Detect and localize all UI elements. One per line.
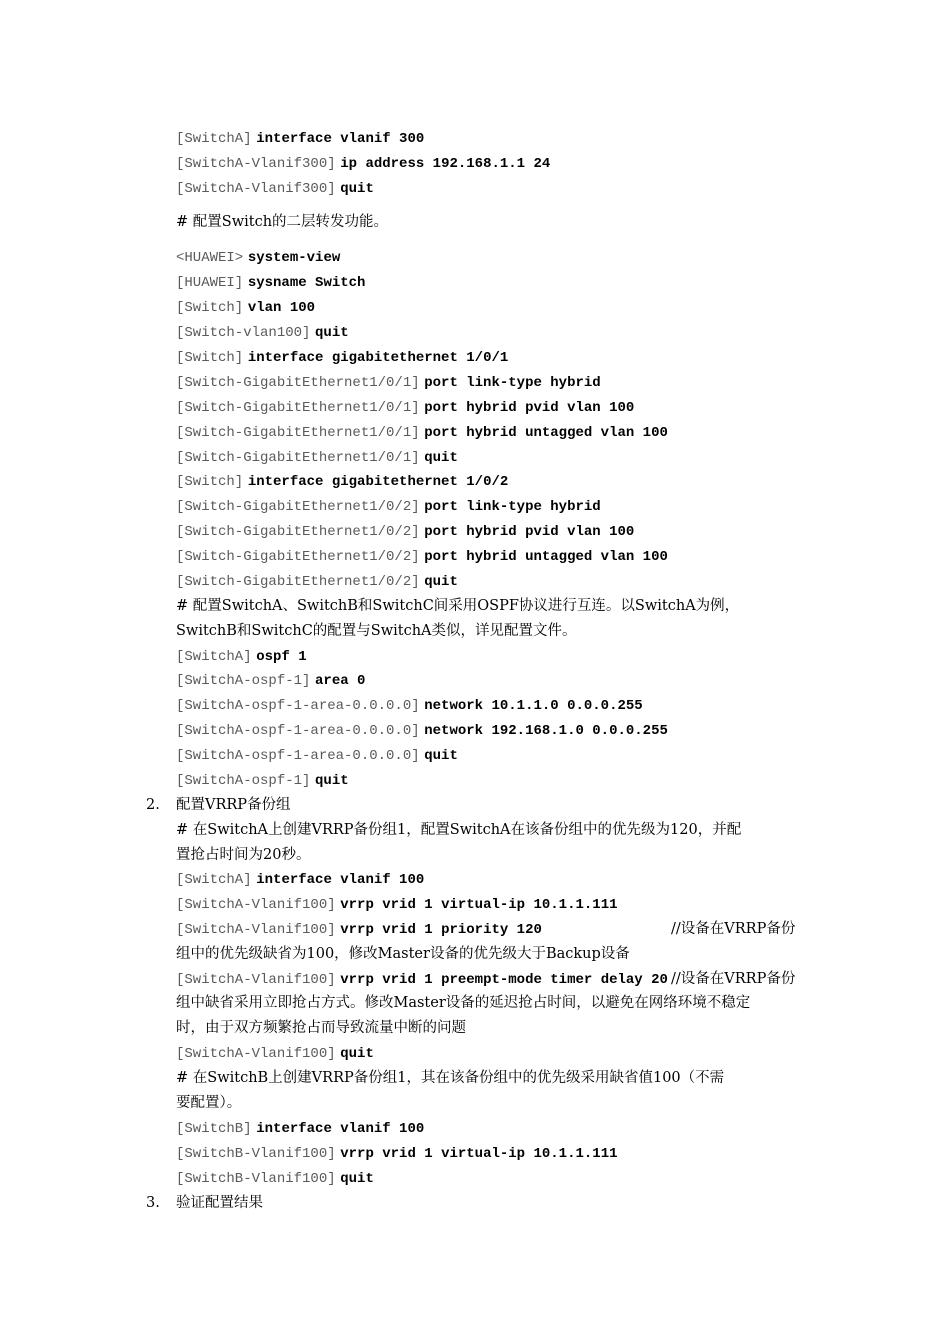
command-line (176, 247, 340, 268)
cli-prompt: [Switch-GigabitEthernet1/0/2] (176, 549, 420, 565)
cli-command: sysname Switch (247, 275, 366, 291)
comment-note: # 在SwitchA上创建VRRP备份组1，配置SwitchA在该备份组中的优先级为120，并配 (176, 822, 742, 838)
step-number: 3. (146, 1195, 160, 1211)
cli-prompt: [SwitchA-ospf-1-area-0.0.0.0] (176, 748, 420, 764)
cli-prompt: [Switch-GigabitEthernet1/0/1] (176, 425, 420, 441)
cli-prompt: [Switch] (176, 474, 244, 490)
inline-comment: //设备在VRRP备份 (671, 921, 796, 937)
cli-prompt: [SwitchA-Vlanif300] (176, 156, 336, 172)
command-line (176, 894, 618, 915)
cli-command: interface gigabitethernet 1/0/2 (247, 474, 509, 490)
cli-prompt: [SwitchA] (176, 131, 252, 147)
comment-note: 置抢占时间为20秒。 (176, 847, 311, 863)
cli-prompt: [SwitchA-ospf-1-area-0.0.0.0] (176, 698, 420, 714)
cli-prompt: [Switch] (176, 350, 244, 366)
command-line (176, 128, 424, 149)
cli-command: interface vlanif 300 (256, 131, 425, 147)
command-line (176, 969, 668, 990)
cli-prompt: [SwitchA-Vlanif300] (176, 181, 336, 197)
cli-command: quit (315, 325, 349, 341)
cli-command: vrrp vrid 1 priority 120 (340, 922, 542, 938)
cli-prompt: [HUAWEI] (176, 275, 244, 291)
cli-command: quit (424, 574, 458, 590)
command-line (176, 297, 315, 318)
comment-continuation: 组中缺省采用立即抢占方式。修改Master设备的延迟抢占时间，以避免在网络环境不稳定 (176, 995, 751, 1011)
cli-command: port link-type hybrid (424, 375, 601, 391)
cli-prompt: [Switch-vlan100] (176, 325, 311, 341)
cli-command: area 0 (315, 673, 366, 689)
command-line (176, 1168, 374, 1189)
cli-command: vrrp vrid 1 virtual-ip 10.1.1.111 (340, 1146, 618, 1162)
cli-command: vlan 100 (247, 300, 316, 316)
inline-comment: //设备在VRRP备份 (671, 971, 796, 987)
cli-prompt: [SwitchA-ospf-1-area-0.0.0.0] (176, 723, 420, 739)
cli-command: quit (315, 773, 349, 789)
command-line (176, 496, 601, 517)
command-line (176, 322, 349, 343)
comment-note: 要配置）。 (176, 1095, 242, 1111)
cli-command: interface vlanif 100 (256, 1121, 425, 1137)
cli-command: vrrp vrid 1 preempt-mode timer delay 20 (340, 972, 668, 988)
cli-command: quit (424, 450, 458, 466)
cli-command: quit (340, 1046, 374, 1062)
command-line (176, 571, 458, 592)
comment-note: # 配置SwitchA、SwitchB和SwitchC间采用OSPF协议进行互连。以SwitchA为例， (176, 598, 740, 614)
command-line (176, 919, 542, 940)
command-line (176, 153, 550, 174)
cli-command: quit (340, 181, 374, 197)
command-line (176, 422, 668, 443)
step-title: 配置VRRP备份组 (176, 797, 291, 813)
command-line (176, 1118, 424, 1139)
command-line (176, 1043, 374, 1064)
cli-prompt: [SwitchA-Vlanif100] (176, 972, 336, 988)
cli-prompt: [SwitchA-ospf-1] (176, 773, 311, 789)
command-line (176, 447, 458, 468)
command-line (176, 471, 508, 492)
step-title: 验证配置结果 (176, 1195, 263, 1211)
comment-continuation: 时，由于双方频繁抢占而导致流量中断的问题 (176, 1020, 466, 1036)
comment-note: # 配置Switch的二层转发功能。 (176, 214, 389, 230)
cli-command: interface vlanif 100 (256, 872, 425, 888)
cli-command: port hybrid pvid vlan 100 (424, 524, 635, 540)
cli-command: port hybrid untagged vlan 100 (424, 425, 668, 441)
cli-command: network 10.1.1.0 0.0.0.255 (424, 698, 643, 714)
command-line (176, 770, 349, 791)
cli-prompt: [Switch-GigabitEthernet1/0/2] (176, 524, 420, 540)
cli-prompt: [SwitchB] (176, 1121, 252, 1137)
command-line (176, 869, 424, 890)
command-line (176, 372, 601, 393)
cli-prompt: [Switch-GigabitEthernet1/0/1] (176, 375, 420, 391)
cli-command: port hybrid untagged vlan 100 (424, 549, 668, 565)
command-line (176, 397, 634, 418)
command-line (176, 646, 307, 667)
command-line (176, 272, 365, 293)
cli-command: port link-type hybrid (424, 499, 601, 515)
step-number: 2. (146, 797, 160, 813)
cli-command: ip address 192.168.1.1 24 (340, 156, 551, 172)
command-line (176, 546, 668, 567)
cli-prompt: [Switch] (176, 300, 244, 316)
command-line (176, 347, 508, 368)
cli-prompt: [Switch-GigabitEthernet1/0/1] (176, 400, 420, 416)
command-line (176, 670, 365, 691)
cli-prompt: [SwitchB-Vlanif100] (176, 1171, 336, 1187)
cli-command: ospf 1 (256, 649, 307, 665)
cli-command: interface gigabitethernet 1/0/1 (247, 350, 509, 366)
cli-prompt: [Switch-GigabitEthernet1/0/2] (176, 499, 420, 515)
command-line (176, 521, 634, 542)
cli-prompt: [Switch-GigabitEthernet1/0/1] (176, 450, 420, 466)
command-line (176, 720, 668, 741)
command-line (176, 695, 643, 716)
comment-continuation: 组中的优先级缺省为100，修改Master设备的优先级大于Backup设备 (176, 946, 630, 962)
comment-note: # 在SwitchB上创建VRRP备份组1，其在该备份组中的优先级采用缺省值100（不需 (176, 1070, 725, 1086)
cli-prompt: [SwitchA-Vlanif100] (176, 897, 336, 913)
cli-command: vrrp vrid 1 virtual-ip 10.1.1.111 (340, 897, 618, 913)
cli-prompt: [SwitchA] (176, 872, 252, 888)
comment-note: SwitchB和SwitchC的配置与SwitchA类似，详见配置文件。 (176, 623, 577, 639)
command-line (176, 178, 374, 199)
command-line (176, 1143, 618, 1164)
cli-prompt: <HUAWEI> (176, 250, 244, 266)
cli-command: quit (424, 748, 458, 764)
cli-prompt: [Switch-GigabitEthernet1/0/2] (176, 574, 420, 590)
cli-command: network 192.168.1.0 0.0.0.255 (424, 723, 668, 739)
cli-prompt: [SwitchB-Vlanif100] (176, 1146, 336, 1162)
command-line (176, 745, 458, 766)
cli-prompt: [SwitchA] (176, 649, 252, 665)
cli-prompt: [SwitchA-ospf-1] (176, 673, 311, 689)
cli-prompt: [SwitchA-Vlanif100] (176, 1046, 336, 1062)
cli-command: quit (340, 1171, 374, 1187)
cli-prompt: [SwitchA-Vlanif100] (176, 922, 336, 938)
cli-command: system-view (247, 250, 341, 266)
cli-command: port hybrid pvid vlan 100 (424, 400, 635, 416)
